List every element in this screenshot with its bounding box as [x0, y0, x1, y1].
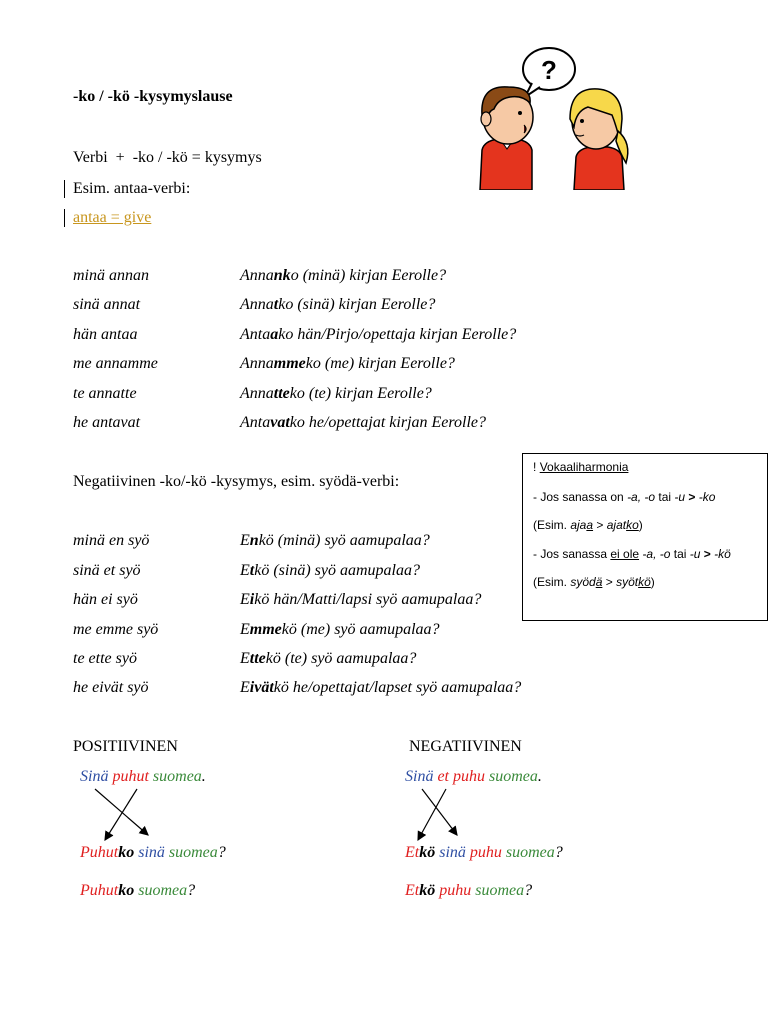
girl-figure: [570, 89, 628, 190]
question-form: Eikö hän/Matti/lapsi syö aamupalaa?: [240, 591, 482, 608]
formula-verbi: Verbi: [73, 149, 108, 166]
pronoun-verb: sinä annat: [73, 296, 141, 313]
formula-suffix: -ko / -kö: [132, 149, 188, 166]
pronoun-verb: hän ei syö: [73, 591, 138, 608]
page-title: -ko / -kö -kysymyslause: [73, 88, 233, 105]
formula-equals: =: [191, 149, 201, 166]
speech-bubble-icon: [523, 48, 575, 97]
question-form: Antaako hän/Pirjo/opettaja kirjan Eerolle?: [240, 326, 517, 343]
negative-heading: Negatiivinen -ko/-kö -kysymys, esim. syödä-verbi:: [73, 473, 400, 490]
pronoun-verb: minä en syö: [73, 532, 150, 549]
question-form: Etkö (sinä) syö aamupalaa?: [240, 562, 420, 579]
pronoun-verb: te annatte: [73, 385, 137, 402]
word-order-swap-arrows: [85, 785, 165, 845]
question-form: Antavatko he/opettajat kirjan Eerolle?: [240, 414, 487, 431]
negative-question: Etkö sinä puhu suomea?: [405, 844, 563, 861]
translation-link[interactable]: antaa = give: [73, 209, 152, 226]
positive-question-short: Puhutko suomea?: [80, 882, 196, 899]
negative-label: NEGATIIVINEN: [409, 738, 522, 755]
formula-result: kysymys: [204, 149, 262, 166]
question-form: Ettekö (te) syö aamupalaa?: [240, 650, 417, 667]
negative-question-short: Etkö puhu suomea?: [405, 882, 533, 899]
pronoun-verb: me annamme: [73, 355, 158, 372]
pronoun-verb: te ette syö: [73, 650, 137, 667]
note-rule-back: - Jos sanassa on -a, -o tai -u > -ko: [533, 490, 716, 504]
note-rule-front: - Jos sanassa ei ole -a, -o tai -u > -kö: [533, 547, 731, 561]
note-example-back: (Esim. ajaa > ajatko): [533, 518, 643, 532]
pronoun-verb: sinä et syö: [73, 562, 141, 579]
question-form: Annatteko (te) kirjan Eerolle?: [240, 385, 432, 402]
example-label: Esim. antaa-verbi:: [73, 180, 191, 197]
pronoun-verb: minä annan: [73, 267, 149, 284]
question-form: Annanko (minä) kirjan Eerolle?: [240, 267, 447, 284]
question-form: Annammeko (me) kirjan Eerolle?: [240, 355, 455, 372]
negative-statement: Sinä et puhu suomea.: [405, 768, 542, 785]
vowel-harmony-note: [522, 453, 768, 621]
boy-figure: [480, 87, 533, 190]
positive-label: POSITIIVINEN: [73, 738, 178, 755]
word-order-swap-arrows: [410, 785, 470, 845]
revision-bar: [64, 209, 65, 227]
pronoun-verb: hän antaa: [73, 326, 138, 343]
conversation-illustration: [470, 45, 640, 190]
question-form: Annatko (sinä) kirjan Eerolle?: [240, 296, 436, 313]
question-form: Emmekö (me) syö aamupalaa?: [240, 621, 440, 638]
pronoun-verb: he antavat: [73, 414, 141, 431]
positive-question: Puhutko sinä suomea?: [80, 844, 226, 861]
note-example-front: (Esim. syödä > syötkö): [533, 575, 655, 589]
pronoun-verb: me emme syö: [73, 621, 159, 638]
question-form: Enkö (minä) syö aamupalaa?: [240, 532, 430, 549]
formula-plus: +: [115, 149, 125, 166]
pronoun-verb: he eivät syö: [73, 679, 149, 696]
positive-statement: Sinä puhut suomea.: [80, 768, 206, 785]
revision-bar: [64, 180, 65, 198]
note-heading: ! Vokaaliharmonia: [533, 460, 629, 474]
svg-text:?: ?: [541, 55, 557, 85]
question-form: Eivätkö he/opettajat/lapset syö aamupalaa?: [240, 679, 522, 696]
formula-line: [73, 149, 262, 167]
